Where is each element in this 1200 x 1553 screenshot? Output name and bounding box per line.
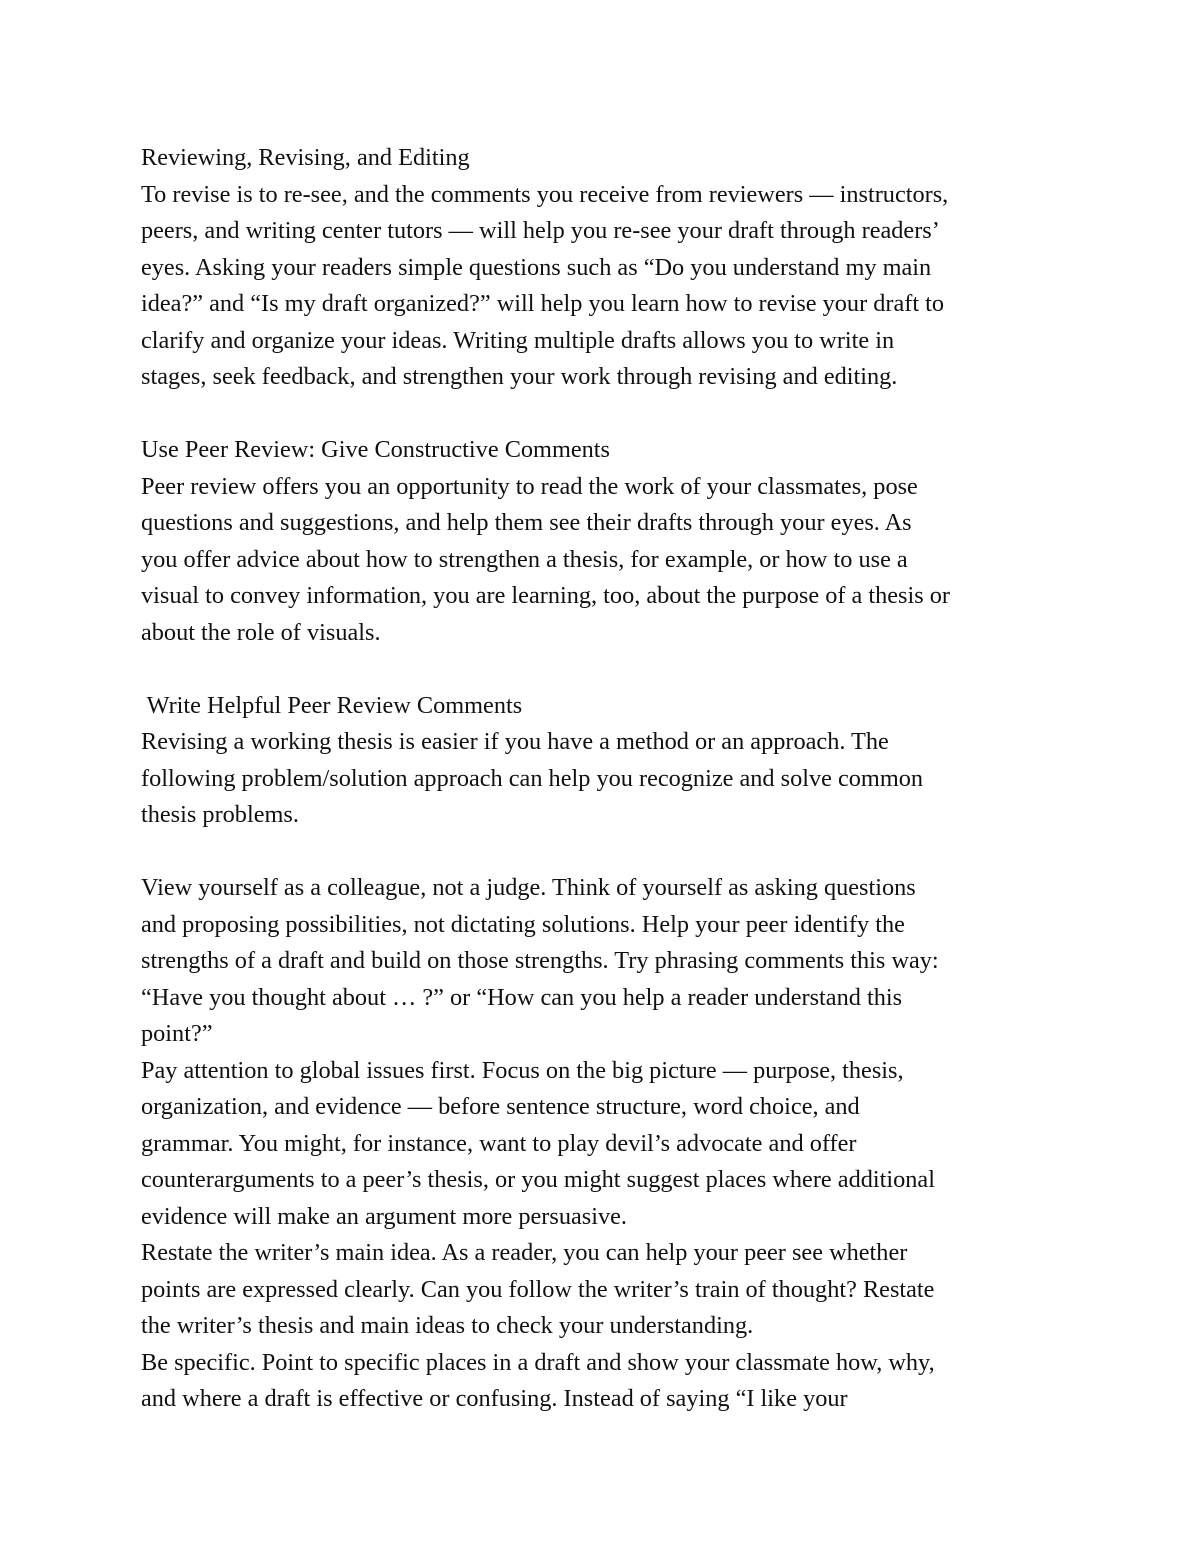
text-line: you offer advice about how to strengthen a thesis, for example, or how to use a <box>141 545 908 573</box>
text-line: and where a draft is effective or confusing. Instead of saying “I like your <box>141 1385 848 1412</box>
text-line: following problem/solution approach can help you recognize and solve common <box>141 764 924 792</box>
blank-line <box>141 396 1071 433</box>
text-line: stages, seek feedback, and strengthen your work through revising and editing. <box>141 363 898 390</box>
text-line: clarify and organize your ideas. Writing multiple drafts allows you to write in <box>141 326 895 354</box>
text-line: eyes. Asking your readers simple questions such as “Do you understand my main <box>141 253 932 281</box>
section-heading-reviewing: Reviewing, Revising, and Editing <box>141 144 470 171</box>
text-line: visual to convey information, you are learning, too, about the purpose of a thesis or <box>141 582 951 609</box>
text-line: idea?” and “Is my draft organized?” will help you learn how to revise your draft to <box>141 290 945 317</box>
text-line: “Have you thought about … ?” or “How can you help a reader understand this <box>141 983 903 1011</box>
blank-line <box>141 834 1071 871</box>
text-line: grammar. You might, for instance, want to play devil’s advocate and offer <box>141 1129 857 1157</box>
document-body <box>141 140 1071 1418</box>
text-line: and proposing possibilities, not dictating solutions. Help your peer identify the <box>141 910 905 938</box>
section-heading-peer-review: Use Peer Review: Give Constructive Comments <box>141 436 610 463</box>
text-line: point?” <box>141 1020 213 1047</box>
text-line: about the role of visuals. <box>141 618 381 646</box>
section-heading-helpful-comments: Write Helpful Peer Review Comments <box>141 691 523 719</box>
text-line: questions and suggestions, and help them see their drafts through your eyes. As <box>141 509 912 536</box>
text-line: Peer review offers you an opportunity to read the work of your classmates, pose <box>141 472 918 500</box>
text-line: Be specific. Point to specific places in a draft and show your classmate how, why, <box>141 1348 935 1376</box>
text-line: View yourself as a colleague, not a judge. Think of yourself as asking questions <box>141 874 916 901</box>
text-line: evidence will make an argument more persuasive. <box>141 1202 627 1230</box>
text-line: To revise is to re-see, and the comments you receive from reviewers — instructors, <box>141 180 949 208</box>
text-line: strengths of a draft and build on those strengths. Try phrasing comments this way: <box>141 947 939 974</box>
text-line: thesis problems. <box>141 801 299 828</box>
text-line: Restate the writer’s main idea. As a reader, you can help your peer see whether <box>141 1239 908 1266</box>
text-line: Revising a working thesis is easier if you have a method or an approach. The <box>141 728 889 755</box>
text-line: points are expressed clearly. Can you follow the writer’s train of thought? Restate <box>141 1275 935 1303</box>
text-line: counterarguments to a peer’s thesis, or you might suggest places where additional <box>141 1166 935 1193</box>
blank-line <box>141 651 1071 688</box>
text-line: organization, and evidence — before sentence structure, word choice, and <box>141 1093 860 1120</box>
text-line: peers, and writing center tutors — will help you re-see your draft through readers’ <box>141 217 940 244</box>
text-line: Pay attention to global issues first. Focus on the big picture — purpose, thesis, <box>141 1056 904 1084</box>
text-line: the writer’s thesis and main ideas to check your understanding. <box>141 1312 754 1339</box>
